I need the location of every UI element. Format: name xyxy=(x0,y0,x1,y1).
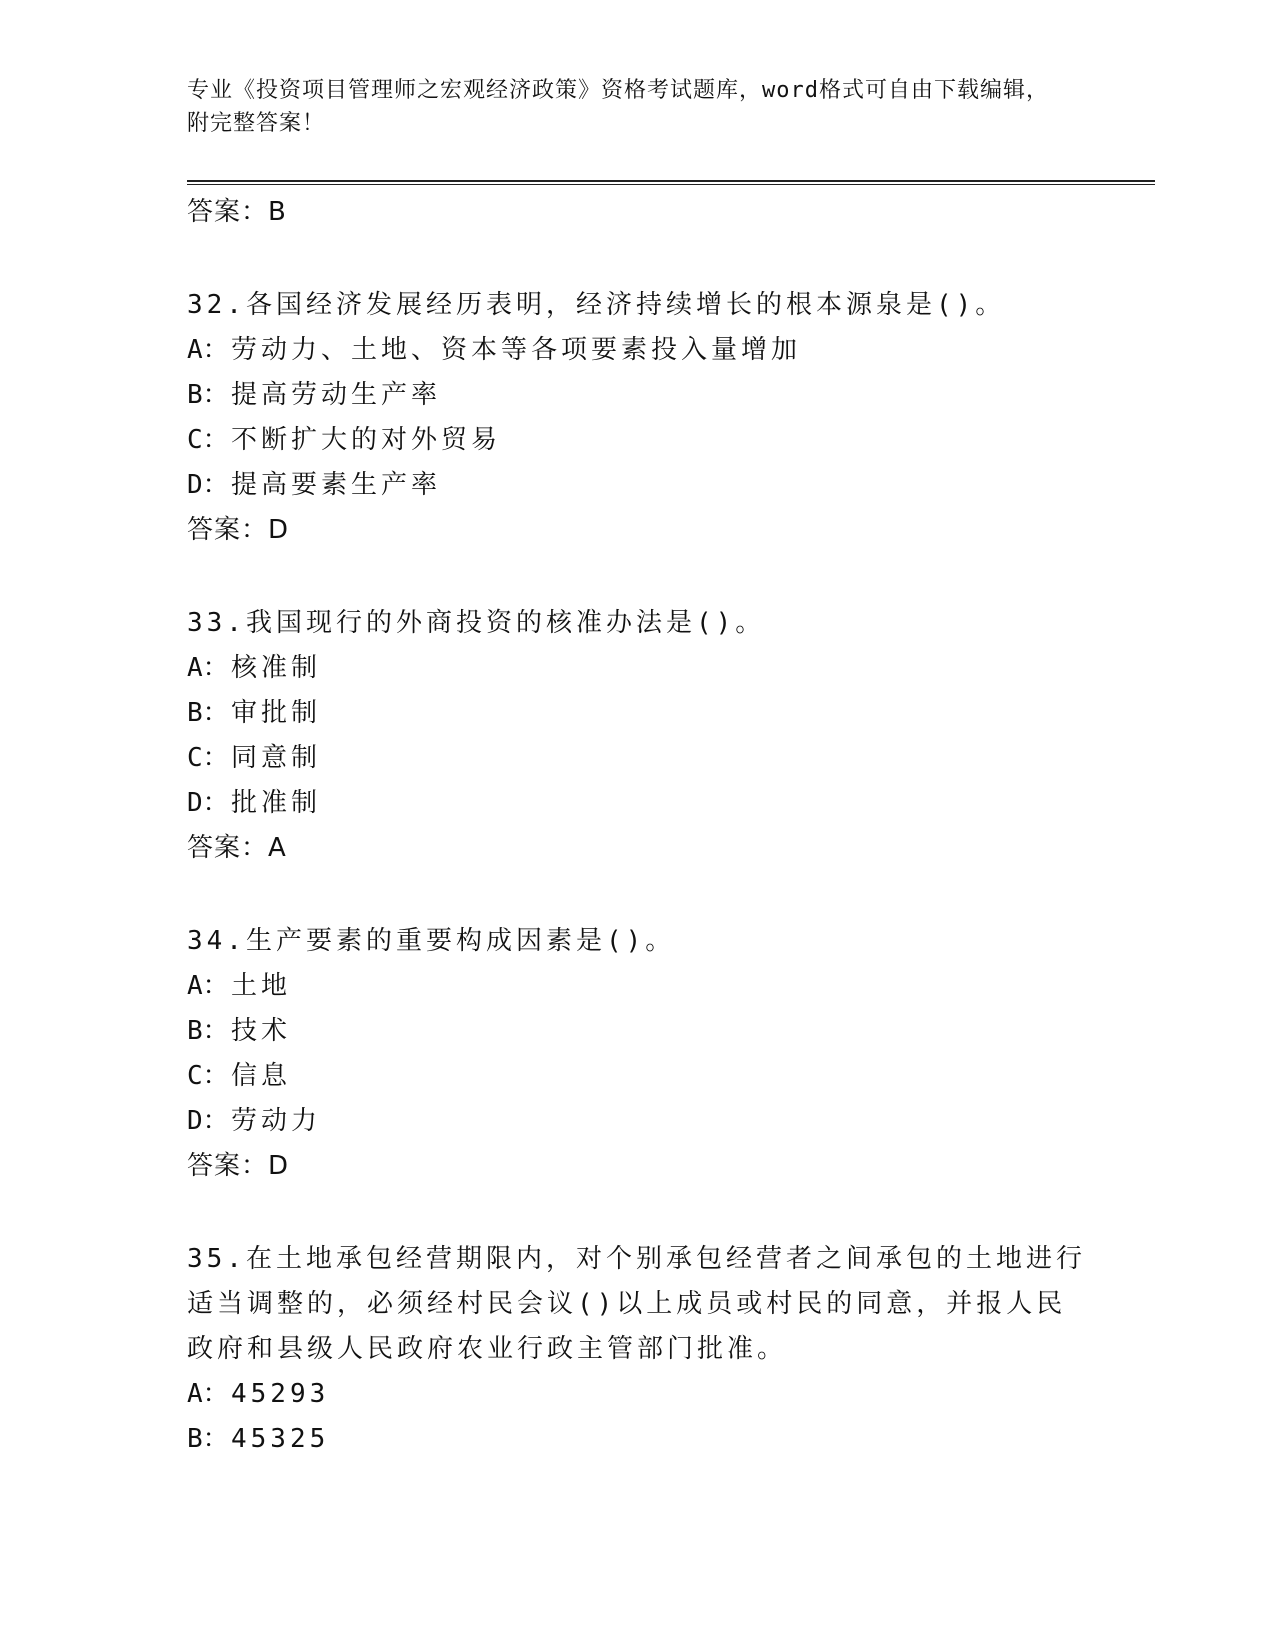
option-text: 土地 xyxy=(231,971,292,1001)
question-text: 34.生产要素的重要构成因素是()。 xyxy=(187,926,676,956)
option-key: A： xyxy=(187,653,229,683)
question-text: 32.各国经济发展经历表明，经济持续增长的根本源泉是()。 xyxy=(187,290,1006,320)
header-divider xyxy=(187,180,1155,185)
spacer xyxy=(187,553,1087,601)
option-key: C： xyxy=(187,743,229,773)
question-block xyxy=(187,1237,1087,1462)
option-d xyxy=(187,781,1087,826)
option-b xyxy=(187,373,1087,418)
question-block xyxy=(187,919,1087,1189)
option-key: A： xyxy=(187,1379,229,1409)
option-text: 提高劳动生产率 xyxy=(231,380,442,410)
question-block xyxy=(187,283,1087,553)
option-text: 不断扩大的对外贸易 xyxy=(231,425,502,455)
option-a xyxy=(187,964,1087,1009)
question-text: 35.在土地承包经营期限内，对个别承包经营者之间承包的土地进行适当调整的，必须经村民会议()以上成员或村民的同意，并报人民政府和县级人民政府农业行政主管部门批准。 xyxy=(187,1244,1086,1364)
option-key: C： xyxy=(187,425,229,455)
option-key: B： xyxy=(187,380,229,410)
option-text: 劳动力 xyxy=(231,1106,322,1136)
option-text: 45293 xyxy=(231,1379,330,1409)
option-b xyxy=(187,1417,1087,1462)
spacer xyxy=(187,871,1087,919)
answer-line: 答案：B xyxy=(187,197,287,227)
option-key: B： xyxy=(187,698,229,728)
option-text: 核准制 xyxy=(231,653,322,683)
option-a xyxy=(187,646,1087,691)
option-text: 批准制 xyxy=(231,788,322,818)
option-text: 信息 xyxy=(231,1061,292,1091)
option-key: D： xyxy=(187,470,229,500)
question-block xyxy=(187,601,1087,871)
option-b xyxy=(187,691,1087,736)
spacer xyxy=(187,235,1087,283)
question-text: 33.我国现行的外商投资的核准办法是()。 xyxy=(187,608,766,638)
option-key: A： xyxy=(187,971,229,1001)
option-text: 同意制 xyxy=(231,743,322,773)
answer-line: 答案：D xyxy=(187,515,290,545)
option-key: C： xyxy=(187,1061,229,1091)
option-b xyxy=(187,1009,1087,1054)
option-text: 技术 xyxy=(231,1016,292,1046)
option-key: A： xyxy=(187,335,229,365)
option-d xyxy=(187,463,1087,508)
option-key: D： xyxy=(187,1106,229,1136)
option-key: D： xyxy=(187,788,229,818)
option-c xyxy=(187,1054,1087,1099)
document-header: 专业《投资项目管理师之宏观经济政策》资格考试题库，word格式可自由下载编辑，附完整答案！ xyxy=(187,78,1049,136)
option-key: B： xyxy=(187,1424,229,1454)
answer-line: 答案：A xyxy=(187,833,287,863)
spacer xyxy=(187,1189,1087,1237)
option-d xyxy=(187,1099,1087,1144)
option-a xyxy=(187,328,1087,373)
answer-line: 答案：D xyxy=(187,1151,290,1181)
option-text: 提高要素生产率 xyxy=(231,470,442,500)
option-text: 劳动力、土地、资本等各项要素投入量增加 xyxy=(231,335,802,365)
question-list xyxy=(187,190,1087,1462)
option-a xyxy=(187,1372,1087,1417)
option-c xyxy=(187,736,1087,781)
option-text: 审批制 xyxy=(231,698,322,728)
option-key: B： xyxy=(187,1016,229,1046)
option-text: 45325 xyxy=(231,1424,330,1454)
option-c xyxy=(187,418,1087,463)
